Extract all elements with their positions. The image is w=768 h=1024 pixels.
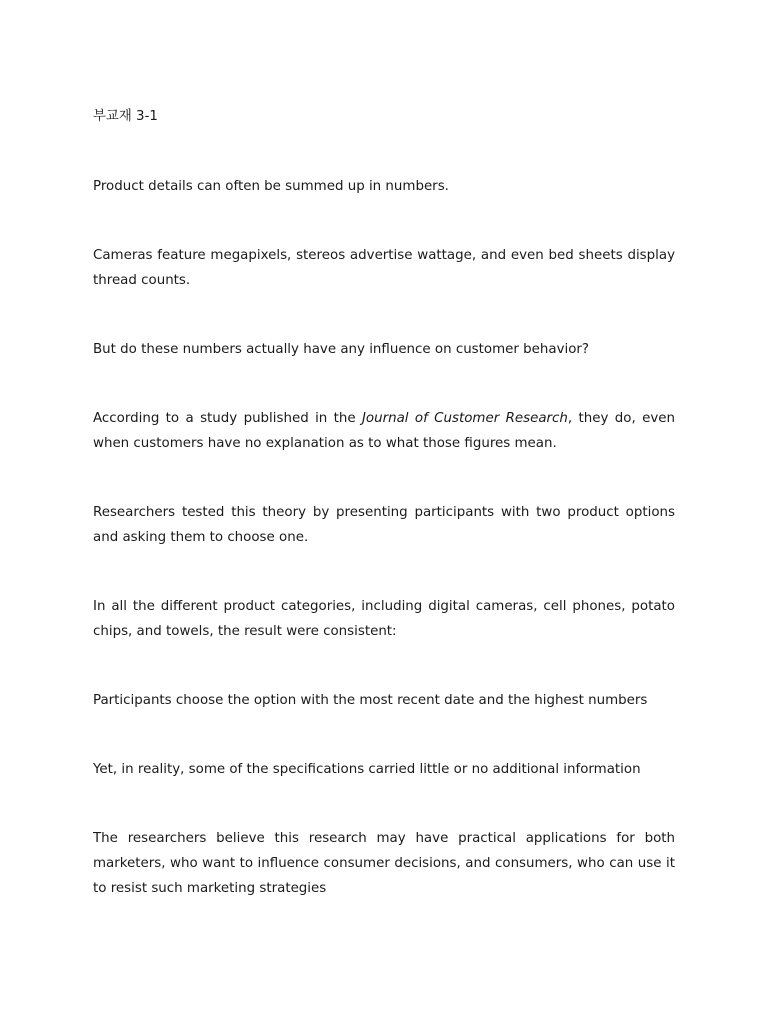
paragraph-8: Yet, in reality, some of the specifications carried little or no additional information [93,762,641,777]
paragraph-7: Participants choose the option with the most recent date and the highest numbers [93,693,648,708]
paragraph-4-text-before: According to a study published in the [93,411,362,426]
paragraph-5: Researchers tested this theory by presenting participants with two product options and asking them to choose one. [93,505,675,545]
paragraph-3: But do these numbers actually have any influence on customer behavior? [93,342,590,357]
paragraph-9: The researchers believe this research may have practical applications for both marketers, who want to influence consumer decisions, and consumers, who can use it to resist such marketing strategies [93,831,675,896]
paragraph-4 [93,406,675,456]
paragraph-4-text-after: , they do, even when customers have no explanation as to what those figures mean. [93,411,675,451]
paragraph-2: Cameras feature megapixels, stereos advertise wattage, and even bed sheets display thread counts. [93,248,675,288]
paragraph-1: Product details can often be summed up in numbers. [93,179,449,194]
document-heading: 부교재 3-1 [93,109,158,124]
journal-title: Journal of Customer Research [361,411,568,426]
document-body [93,104,675,945]
paragraph-6: In all the different product categories, including digital cameras, cell phones, potato chips, and towels, the result were consistent: [93,599,675,639]
